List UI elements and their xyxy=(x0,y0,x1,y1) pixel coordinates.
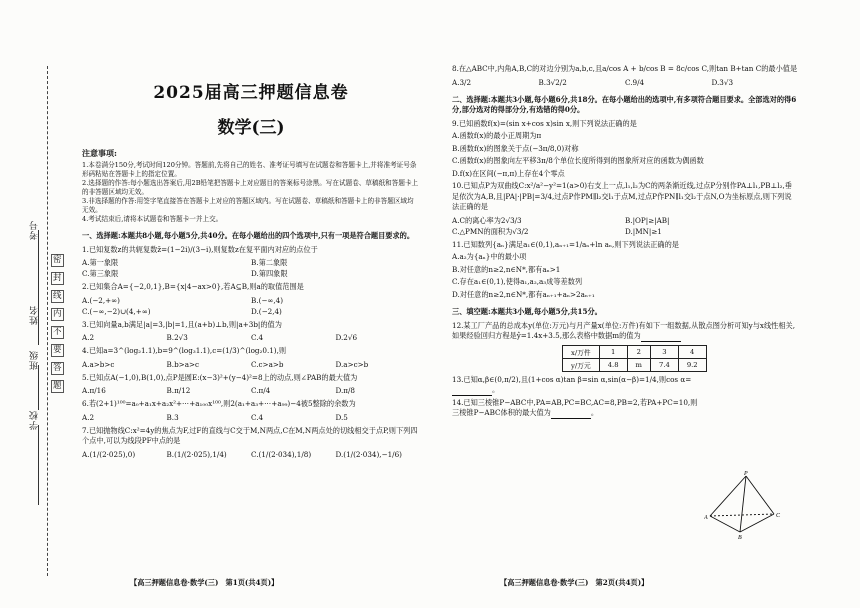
question-8-options xyxy=(452,77,798,88)
field-line[interactable] xyxy=(38,425,39,505)
page-1 xyxy=(82,40,420,463)
option-a: A.a₂为{aₙ}中的最小项 xyxy=(452,252,527,261)
field-class: 班级 xyxy=(30,350,40,370)
question-12 xyxy=(452,321,798,342)
option-b: B.3 xyxy=(166,412,179,422)
field-line[interactable] xyxy=(38,230,39,290)
option-a: A.2 xyxy=(82,333,95,342)
option-a: A.(−2,+∞) xyxy=(82,295,120,305)
question-3-options xyxy=(82,332,420,343)
seal-char: 线 xyxy=(53,291,62,301)
option-c: C.9/4 xyxy=(625,77,645,87)
tetrahedron-figure xyxy=(704,470,784,540)
question-14 xyxy=(452,398,702,419)
table-cell: m xyxy=(627,358,650,371)
question-5: 5.已知点A(−1,0),B(1,0),点P是圆E:(x−3)²+(y−4)²=8上的动点,则∠PAB的最大值为 xyxy=(82,372,358,382)
seal-char: 要 xyxy=(53,345,62,355)
edge-ab xyxy=(710,516,740,532)
table-cell: x/万件 xyxy=(563,345,600,358)
option-a: A.C的离心率为2√3/3 xyxy=(452,215,522,225)
question-10: 10.已知点P为双曲线C:x²/a²−y²=1(a>0)右支上一点,l₁,l₂为C的两条渐近线,过点P分别作PA⊥l₁,PB⊥l₂,垂足依次为A,B,且|PA|·|PB|=3/4,过点P作PM∥l₂交l₁于点M,过点P作PN∥l₁交l₂于点N,O为坐标原点,则下列说法正确的是 xyxy=(452,181,792,211)
note-item: 1.本卷满分150分,考试时间120分钟。答题前,先将自己的姓名、准考证号填写在试题卷和答题卡上,并将准考证号条形码粘贴在答题卡上的指定位置。 xyxy=(82,161,417,178)
data-table xyxy=(562,345,707,372)
option-c: C.存在a₁∈(0,1),使得a₁,a₂,a₃成等差数列 xyxy=(452,277,583,286)
field-line[interactable] xyxy=(38,285,39,345)
table-row xyxy=(563,345,707,358)
vertex-label: P xyxy=(744,471,748,477)
question-6: 6.若(2+1)¹⁰⁰=a₀+a₁x+a₂x²+⋯+a₁₀₀x¹⁰⁰,则2(a₁+a₃+⋯+a₉₉)−4被5整除的余数为 xyxy=(82,399,356,408)
note-item: 4.考试结束后,请将本试题卷和答题卡一并上交。 xyxy=(82,215,223,223)
option-a: A.π/16 xyxy=(82,386,106,395)
question-7-options xyxy=(82,449,420,460)
question-4-options xyxy=(82,359,420,370)
field-exam-number: 考号 xyxy=(30,220,40,240)
question-1: 1.已知复数z的共轭复数z̄=(1−2i)/(3−i),则复数z在复平面内对应的点位于 xyxy=(82,244,318,254)
option-d: D.2√6 xyxy=(335,333,358,342)
option-a: A.函数f(x)的最小正周期为π xyxy=(452,131,542,140)
option-b: B.第二象限 xyxy=(251,258,288,267)
option-a: A.第一象限 xyxy=(82,258,119,267)
option-d: D.(1/(2·034),−1/6) xyxy=(335,449,402,459)
option-d: D.|MN|≥1 xyxy=(625,226,662,236)
option-a: A.a>b>c xyxy=(82,359,115,369)
seal-line xyxy=(47,66,48,576)
edge-pb xyxy=(740,476,746,532)
option-d: D.5 xyxy=(335,412,348,422)
question-5-options xyxy=(82,385,420,396)
exam-subtitle: 数学(三) xyxy=(217,118,285,138)
seal-char: 内 xyxy=(53,309,62,319)
notes-heading: 注意事项: xyxy=(82,148,117,158)
field-name: 姓名 xyxy=(30,305,40,325)
option-c: C.π/4 xyxy=(251,386,271,395)
question-7: 7.已知抛物线C:x²=4y的焦点为F,过F的直线与C交于M,N两点,C在M,N两点处的切线相交于点P,则下列四个点中,可以为线段PF中点的是 xyxy=(82,425,418,445)
table-row xyxy=(563,358,707,371)
field-line[interactable] xyxy=(38,365,39,410)
table-cell: 4.8 xyxy=(599,358,627,371)
option-b: B.π/12 xyxy=(166,386,191,395)
table-cell: 1 xyxy=(599,345,627,358)
option-a: A.2 xyxy=(82,412,95,422)
table-cell: 3 xyxy=(651,345,679,358)
option-b: B.b>a>c xyxy=(166,359,200,369)
question-13 xyxy=(452,375,702,396)
option-b: B.对任意的n≥2,n∈N*,都有aₙ>1 xyxy=(452,264,561,274)
question-2: 2.已知集合A={−2,0,1},B={x|4−ax>0},若A⊆B,则a的取值范围是 xyxy=(82,282,304,291)
option-c: C.4 xyxy=(251,333,264,342)
option-d: D.对任意的n≥2,n∈N*,都有aₙ₊₁+aₙ>2aₙ₊₁ xyxy=(452,289,595,299)
edge-pc xyxy=(746,476,774,514)
option-c: C.c>a>b xyxy=(251,359,284,369)
option-b: B.函数f(x)的图象关于点(−3π/8,0)对称 xyxy=(452,143,579,153)
option-b: B.2√3 xyxy=(166,333,188,342)
edge-pa xyxy=(710,476,746,516)
edge-bc xyxy=(740,514,774,532)
table-cell: 4 xyxy=(678,345,706,358)
section-heading: 三、填空题:本题共3小题,每小题5分,共15分。 xyxy=(452,307,602,316)
option-b: B.3√2/2 xyxy=(538,77,567,87)
option-c: C.函数f(x)的图象向左平移3π/8个单位长度所得到的图象所对应的函数为偶函数 xyxy=(452,156,704,165)
question-9: 9.已知函数f(x)=(sin x+cos x)sin x,则下列说法正确的是 xyxy=(452,118,637,128)
section-heading: 二、选择题:本题共3小题,每小题6分,共18分。在每小题给出的选项中,有多项符合题目要求。全部选对的得6分,部分选对的得部分分,有选错的得0分。 xyxy=(452,94,797,114)
option-c: C.△PMN的面积为√3/2 xyxy=(452,226,529,236)
option-d: D.(−2,4) xyxy=(251,306,282,316)
page-2-footer: 【高三押题信息卷·数学(三) 第2页(共4页)】 xyxy=(500,578,649,587)
answer-blank[interactable] xyxy=(551,410,591,419)
question-11: 11.已知数列{aₙ}满足a₁∈(0,1),aₙ₊₁=1/aₙ+ln aₙ,则下列说法正确的是 xyxy=(452,239,679,249)
seal-char: 不 xyxy=(53,327,62,337)
option-d: D.3√3 xyxy=(711,77,734,87)
option-d: D.第四象限 xyxy=(251,269,288,278)
note-item: 2.选择题的作答:每小题选出答案后,用2B铅笔把答题卡上对应题目的答案标号涂黑。写在试题卷、草稿纸和答题卡上的非答题区域均无效。 xyxy=(82,179,419,196)
question-13-stem: 13.已知α,β∈(0,π/2),且(1+cos α)tan β=sin α,sin(α−β)=1/4,则cos α= xyxy=(452,374,692,384)
seal-char: 题 xyxy=(53,381,62,391)
option-c: C.4 xyxy=(251,412,264,422)
question-4: 4.已知a=3^(log₂1.1),b=9^(log₃1.1),c=(1/3)^(log₂0.1),则 xyxy=(82,346,287,355)
page-2 xyxy=(452,62,798,421)
answer-blank[interactable] xyxy=(452,387,492,396)
binding-strip xyxy=(0,0,60,608)
question-1-options xyxy=(82,257,420,279)
table-cell: 9.2 xyxy=(678,358,706,371)
option-c: C.第三象限 xyxy=(82,269,119,278)
option-a: A.3/2 xyxy=(452,77,472,87)
question-3: 3.已知向量a,b满足|a|=3,|b|=1,且(a+b)⊥b,则|a+3b|的值为 xyxy=(82,319,282,329)
vertex-label: A xyxy=(704,515,708,521)
question-10-options xyxy=(452,215,798,237)
option-d: D.π/8 xyxy=(335,386,356,395)
question-14-tail: 。 xyxy=(590,408,599,417)
option-c: C.(1/(2·034),1/8) xyxy=(251,449,312,459)
vertex-label: C xyxy=(776,513,781,519)
seal-char: 密 xyxy=(53,255,62,265)
seal-char: 封 xyxy=(53,273,62,283)
question-14-stem: 14.已知三棱锥P−ABC中,PA=AB,PC=BC,AC=8,PB=2,若PA+PC=10,则三棱锥P−ABC体积的最大值为 xyxy=(452,397,698,417)
field-school: 学校 xyxy=(30,410,40,430)
vertex-label: B xyxy=(738,535,742,540)
option-b: B.(1/(2·025),1/4) xyxy=(166,449,227,459)
option-b: B.(−∞,4) xyxy=(251,295,284,305)
table-cell: 7.4 xyxy=(651,358,679,371)
option-c: C.(−∞,−2)∪(4,+∞) xyxy=(82,306,151,316)
answer-blank[interactable] xyxy=(641,333,681,342)
seal-char: 答 xyxy=(53,363,62,373)
question-13-tail: 。 xyxy=(492,385,500,394)
table-cell: 2 xyxy=(627,345,650,358)
option-d: D.a>c>b xyxy=(335,359,369,369)
section-heading: 一、选择题:本题共8小题,每小题5分,共40分。在每小题给出的四个选项中,只有一项是符合题目要求的。 xyxy=(82,231,415,240)
exam-title: 2025届高三押题信息卷 xyxy=(153,83,349,103)
question-12-stem: 12.某工厂产品的总成本y(单位:万元)与月产量x(单位:万件)有如下一组数据,从散点图分析可知y与x线性相关,如果经验回归方程是ŷ=1.4x+3.5,那么表格中数据m的值为 xyxy=(452,320,795,340)
option-a: A.(1/(2·025),0) xyxy=(82,449,136,459)
option-d: D.f(x)在区间(−π,π)上存在4个零点 xyxy=(452,168,565,178)
question-6-options xyxy=(82,412,420,423)
note-item: 3.非选择题的作答:用签字笔直接答在答题卡上对应的答题区域内。写在试题卷、草稿纸和答题卡上的非答题区域均无效。 xyxy=(82,197,414,214)
table-cell: y/万元 xyxy=(563,358,600,371)
question-8: 8.在△ABC中,内角A,B,C的对边分别为a,b,c,且a/cos A + b/cos B = 8c/cos C,则tan B+tan C的最小值是 xyxy=(452,64,798,73)
question-2-options xyxy=(82,295,420,317)
page-1-footer: 【高三押题信息卷·数学(三) 第1页(共4页)】 xyxy=(130,578,279,587)
option-b: B.|OP|≥|AB| xyxy=(625,215,670,225)
